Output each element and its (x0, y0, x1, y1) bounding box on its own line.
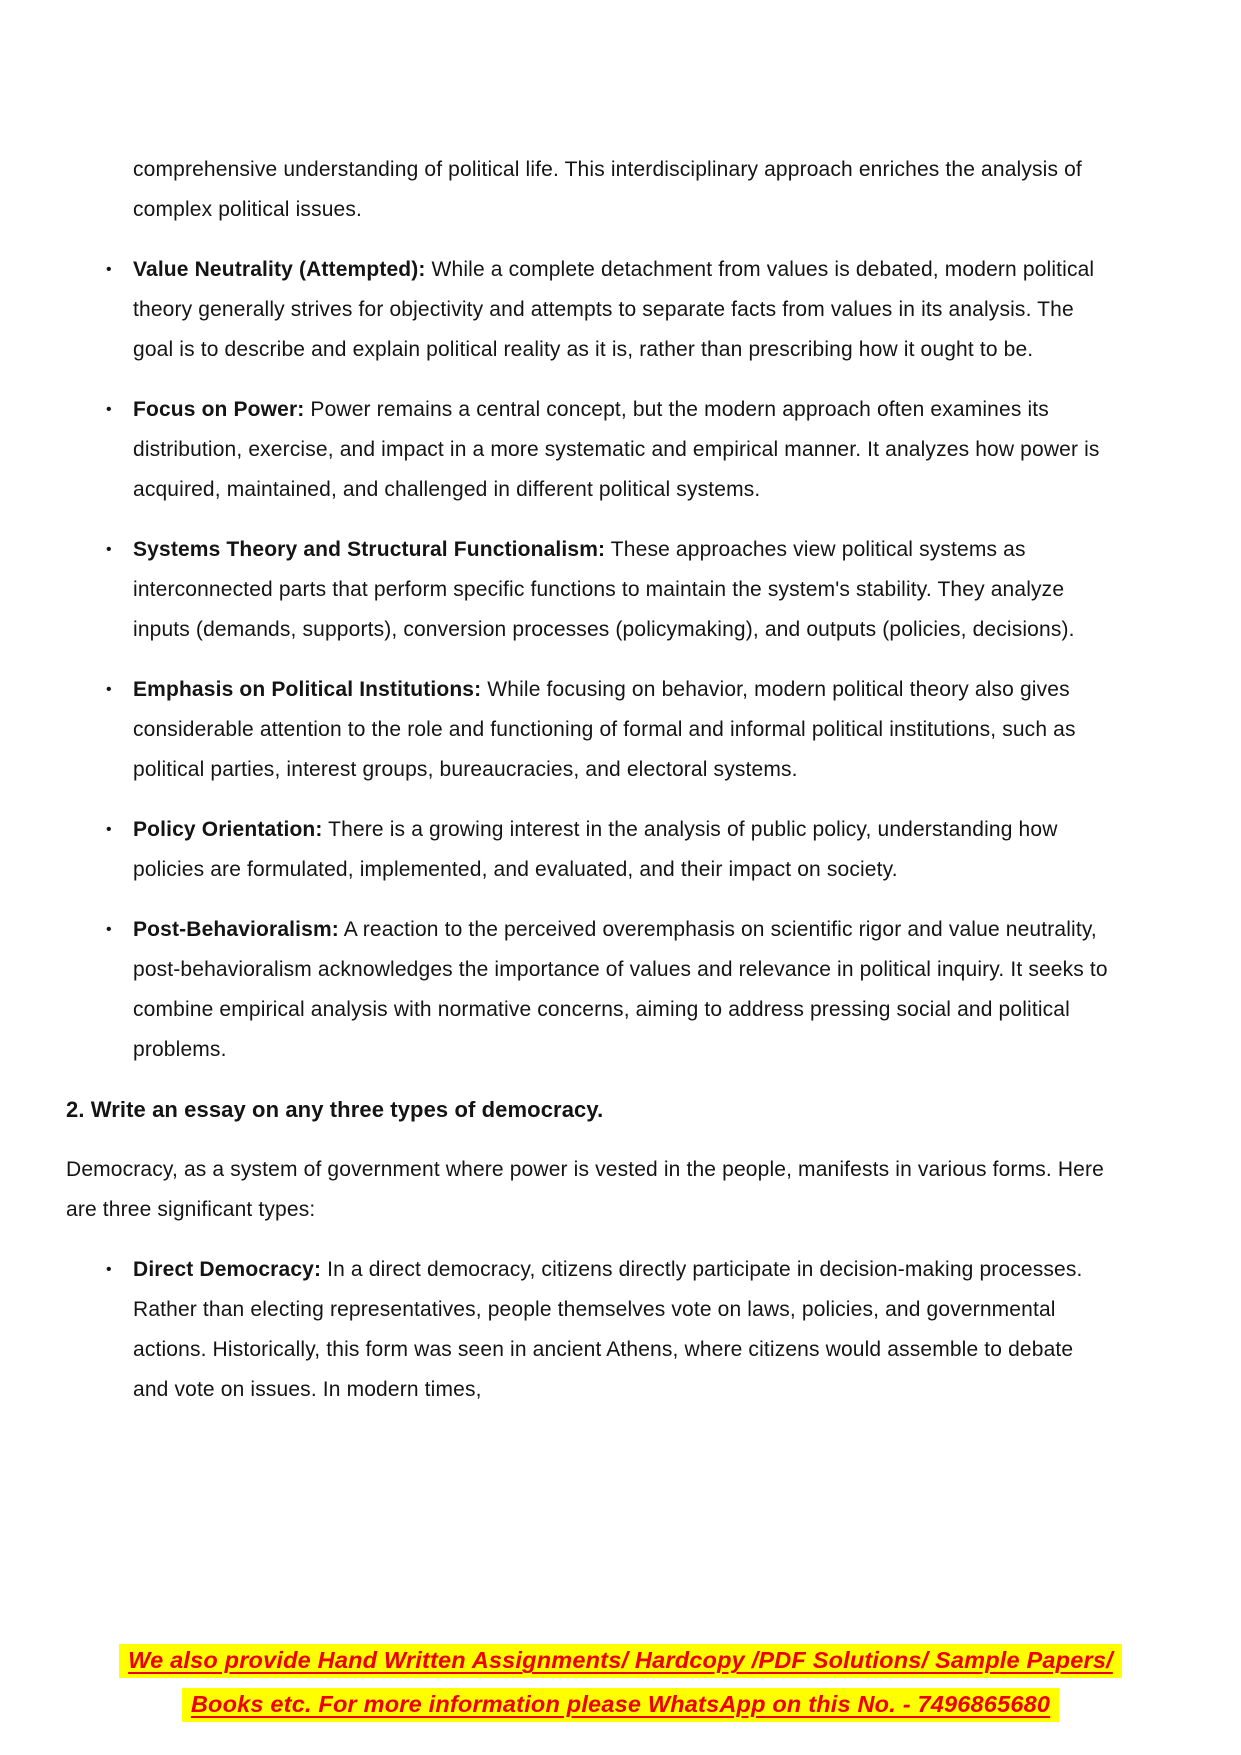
paragraph-democracy-intro: Democracy, as a system of government where power is vested in the people, manifests in various forms. Here are three significant types: (66, 1158, 1104, 1221)
footer-promo-row (0, 1639, 1241, 1683)
bullet-text: While a complete detachment from values is debated, modern political theory generally strives for objectivity and attempts to separate facts from values in its analysis. The goal is to describe and explain political reality as it is, rather than prescribing how it ought to be. (133, 258, 1095, 361)
bullet-text: Power remains a central concept, but the modern approach often examines its distribution, exercise, and impact in a more systematic and empirical manner. It analyzes how power is acquired, maintained, and challenged in different political systems. (133, 398, 1100, 501)
bullet-term: Direct Democracy: (133, 1258, 322, 1281)
democracy-bullet-list (66, 1250, 1111, 1410)
footer-promo (0, 1639, 1241, 1727)
bullet-term: Post-Behavioralism: (133, 918, 339, 941)
footer-promo-line2: Books etc. For more information please WhatsApp on this No. - 7496865680 (182, 1688, 1059, 1722)
bullet-term: Systems Theory and Structural Functionalism: (133, 538, 606, 561)
bullet-value-neutrality (66, 250, 1111, 370)
bullet-systems-theory (66, 530, 1111, 650)
bullet-term: Value Neutrality (Attempted): (133, 258, 426, 281)
modern-theory-bullet-list (66, 250, 1111, 1070)
bullet-term: Emphasis on Political Institutions: (133, 678, 482, 701)
bullet-text: While focusing on behavior, modern political theory also gives considerable attention to the role and functioning of formal and informal political institutions, such as political parties, interest groups, bureaucracies, and electoral systems. (133, 678, 1076, 781)
bullet-post-behavioralism (66, 910, 1111, 1070)
bullet-policy-orientation (66, 810, 1111, 890)
bullet-text: A reaction to the perceived overemphasis on scientific rigor and value neutrality, post-behavioralism acknowledges the importance of values and relevance in political inquiry. It seeks to combine empirical analysis with normative concerns, aiming to address pressing social and political problems. (133, 918, 1108, 1061)
bullet-text: There is a growing interest in the analysis of public policy, understanding how policies are formulated, implemented, and evaluated, and their impact on society. (133, 818, 1058, 881)
bullet-term: Focus on Power: (133, 398, 305, 421)
question-heading: 2. Write an essay on any three types of democracy. (66, 1097, 604, 1122)
bullet-text: In a direct democracy, citizens directly participate in decision-making processes. Rather than electing representatives, people themselves vote on laws, policies, and governmental actions. Historically, this form was seen in ancient Athens, where citizens would assemble to debate and vote on issues. In modern times, (133, 1258, 1083, 1401)
bullet-term: Policy Orientation: (133, 818, 323, 841)
paragraph-intro-continuation: comprehensive understanding of political life. This interdisciplinary approach enriches the analysis of complex political issues. (133, 158, 1082, 221)
bullet-text: These approaches view political systems as interconnected parts that perform specific functions to maintain the system's stability. They analyze inputs (demands, supports), conversion processes (policymaking), and outputs (policies, decisions). (133, 538, 1075, 641)
footer-promo-line1: We also provide Hand Written Assignments/ Hardcopy /PDF Solutions/ Sample Papers/ (119, 1644, 1122, 1678)
bullet-focus-on-power (66, 390, 1111, 510)
bullet-direct-democracy (66, 1250, 1111, 1410)
bullet-political-institutions (66, 670, 1111, 790)
footer-promo-row (0, 1683, 1241, 1727)
